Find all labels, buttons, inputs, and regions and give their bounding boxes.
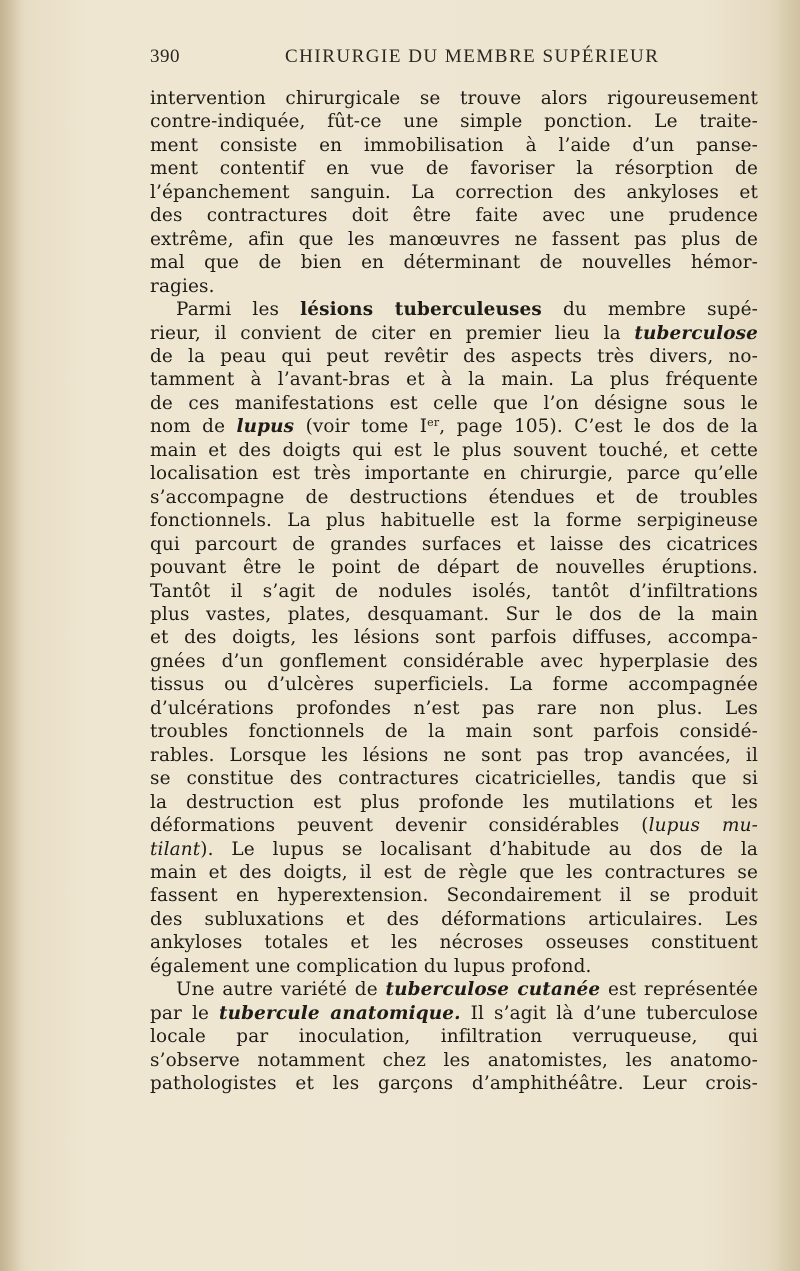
text-line <box>150 955 758 978</box>
text-run: qui parcourt de grandes surfaces et laisse des cicatrices <box>150 533 758 555</box>
text-line <box>150 415 758 438</box>
text-line <box>150 650 758 673</box>
text-line <box>150 1072 758 1095</box>
text-line <box>150 861 758 884</box>
text-line <box>150 744 758 767</box>
text-run: est représentée <box>600 979 758 1001</box>
text-run: ment consiste en immobilisation à l’aide d’un panse- <box>150 134 758 156</box>
text-line <box>150 603 758 626</box>
emphasis-text: tuberculose cutanée <box>385 979 601 1001</box>
text-line <box>150 626 758 649</box>
text-run: extrême, afin que les manœuvres ne fassent pas plus de <box>150 228 758 250</box>
text-run: Il s’agit là d’une tuberculose <box>460 1002 758 1024</box>
text-line <box>150 368 758 391</box>
text-run: gnées d’un gonflement considérable avec hyperplasie des <box>150 650 758 672</box>
text-run: main et des doigts, il est de règle que les contractures se <box>150 861 758 883</box>
text-line <box>150 110 758 133</box>
text-run: également une complication du lupus profond. <box>150 955 592 977</box>
text-run: plus vastes, plates, desquamant. Sur le dos de la main <box>150 603 758 625</box>
text-line <box>150 814 758 837</box>
text-run: rables. Lorsque les lésions ne sont pas trop avancées, il <box>150 744 758 766</box>
text-run: locale par inoculation, infiltration verruqueuse, qui <box>150 1026 758 1048</box>
text-run: du membre supé- <box>541 299 758 321</box>
text-run: se constitue des contractures cicatricielles, tandis que si <box>150 768 758 790</box>
text-run: des contractures doit être faite avec une prudence <box>150 205 758 227</box>
text-run: et des doigts, les lésions sont parfois diffuses, accompa- <box>150 627 758 649</box>
text-run: déformations peuvent devenir considérables ( <box>150 815 649 837</box>
text-run: fassent en hyperextension. Secondairement il se produit <box>150 885 758 907</box>
text-line <box>150 931 758 954</box>
text-line <box>150 157 758 180</box>
text-run: main et des doigts qui est le plus souvent touché, et cette <box>150 439 758 461</box>
text-line <box>150 978 758 1001</box>
text-line <box>150 486 758 509</box>
text-line <box>150 228 758 251</box>
text-run: l’épanchement sanguin. La correction des ankyloses et <box>150 181 758 203</box>
text-run: d’ulcérations profondes n’est pas rare non plus. Les <box>150 697 758 719</box>
text-line <box>150 1002 758 1025</box>
text-line <box>150 697 758 720</box>
text-line <box>150 884 758 907</box>
text-line <box>150 134 758 157</box>
text-line <box>150 275 758 298</box>
text-run: ment contentif en vue de favoriser la résorption de <box>150 158 758 180</box>
text-run: pouvant être le point de départ de nouvelles éruptions. <box>150 557 758 579</box>
text-run: Parmi les <box>176 299 301 321</box>
text-run: Une autre variété de <box>176 979 386 1001</box>
text-run: pathologistes et les garçons d’amphithéâtre. Leur crois- <box>150 1073 758 1095</box>
text-line <box>150 1025 758 1048</box>
page-header <box>150 46 750 74</box>
text-line <box>150 767 758 790</box>
text-line <box>150 181 758 204</box>
text-line <box>150 392 758 415</box>
text-run: fonctionnels. La plus habituelle est la forme serpigineuse <box>150 510 758 532</box>
text-line <box>150 322 758 345</box>
emphasis-text: tubercule anatomique. <box>219 1002 461 1024</box>
text-run: des subluxations et des déformations articulaires. Les <box>150 908 758 930</box>
text-line <box>150 439 758 462</box>
text-run: Tantôt il s’agit de nodules isolés, tantôt d’infiltrations <box>150 580 758 602</box>
text-run: nom de <box>150 416 237 438</box>
text-line <box>150 556 758 579</box>
text-run: par le <box>150 1002 219 1024</box>
text-line <box>150 908 758 931</box>
text-run: (voir tome I <box>294 416 428 438</box>
text-line <box>150 720 758 743</box>
text-run: rieur, il convient de citer en premier lieu la <box>150 322 635 344</box>
text-run: mal que de bien en déterminant de nouvelles hémor- <box>150 252 758 274</box>
text-run: ragies. <box>150 275 215 297</box>
text-line <box>150 673 758 696</box>
text-run: localisation est très importante en chirurgie, parce qu’elle <box>150 463 758 485</box>
text-run: troubles fonctionnels de la main sont parfois considé- <box>150 721 758 743</box>
emphasis-text: tilant <box>150 838 201 860</box>
text-run: intervention chirurgicale se trouve alors rigoureusement <box>150 88 758 109</box>
running-title: CHIRURGIE DU MEMBRE SUPÉRIEUR <box>285 46 660 67</box>
text-run: tissus ou d’ulcères superficiels. La forme accompagnée <box>150 674 758 696</box>
emphasis-text: lupus <box>236 416 295 438</box>
text-run: la destruction est plus profonde les mutilations et les <box>150 791 758 813</box>
text-run: s’observe notamment chez les anatomistes, les anatomo- <box>150 1049 758 1071</box>
text-line <box>150 204 758 227</box>
text-run: , page 105). C’est le dos de la <box>439 416 758 438</box>
text-line <box>150 87 758 110</box>
text-line <box>150 462 758 485</box>
text-line <box>150 509 758 532</box>
text-line <box>150 345 758 368</box>
emphasis-text: lésions tuberculeuses <box>300 299 542 321</box>
page-number: 390 <box>150 46 180 67</box>
text-run: s’accompagne de destructions étendues et de troubles <box>150 486 758 508</box>
body-text <box>150 87 758 1095</box>
text-line <box>150 838 758 861</box>
text-line <box>150 298 758 321</box>
text-line <box>150 251 758 274</box>
text-line <box>150 1049 758 1072</box>
emphasis-text: lupus mu- <box>648 815 758 837</box>
text-run: ). Le lupus se localisant d’habitude au dos de la <box>200 838 758 860</box>
text-line <box>150 533 758 556</box>
text-run: de la peau qui peut revêtir des aspects très divers, no- <box>150 345 758 367</box>
text-run: contre-indiquée, fût-ce une simple ponction. Le traite- <box>150 111 758 133</box>
text-run: tamment à l’avant-bras et à la main. La plus fréquente <box>150 369 758 391</box>
text-line <box>150 791 758 814</box>
superscript: er <box>427 416 440 430</box>
text-line <box>150 580 758 603</box>
text-run: ankyloses totales et les nécroses osseuses constituent <box>150 932 758 954</box>
emphasis-text: tuberculose <box>634 322 758 344</box>
text-run: de ces manifestations est celle que l’on désigne sous le <box>150 392 758 414</box>
